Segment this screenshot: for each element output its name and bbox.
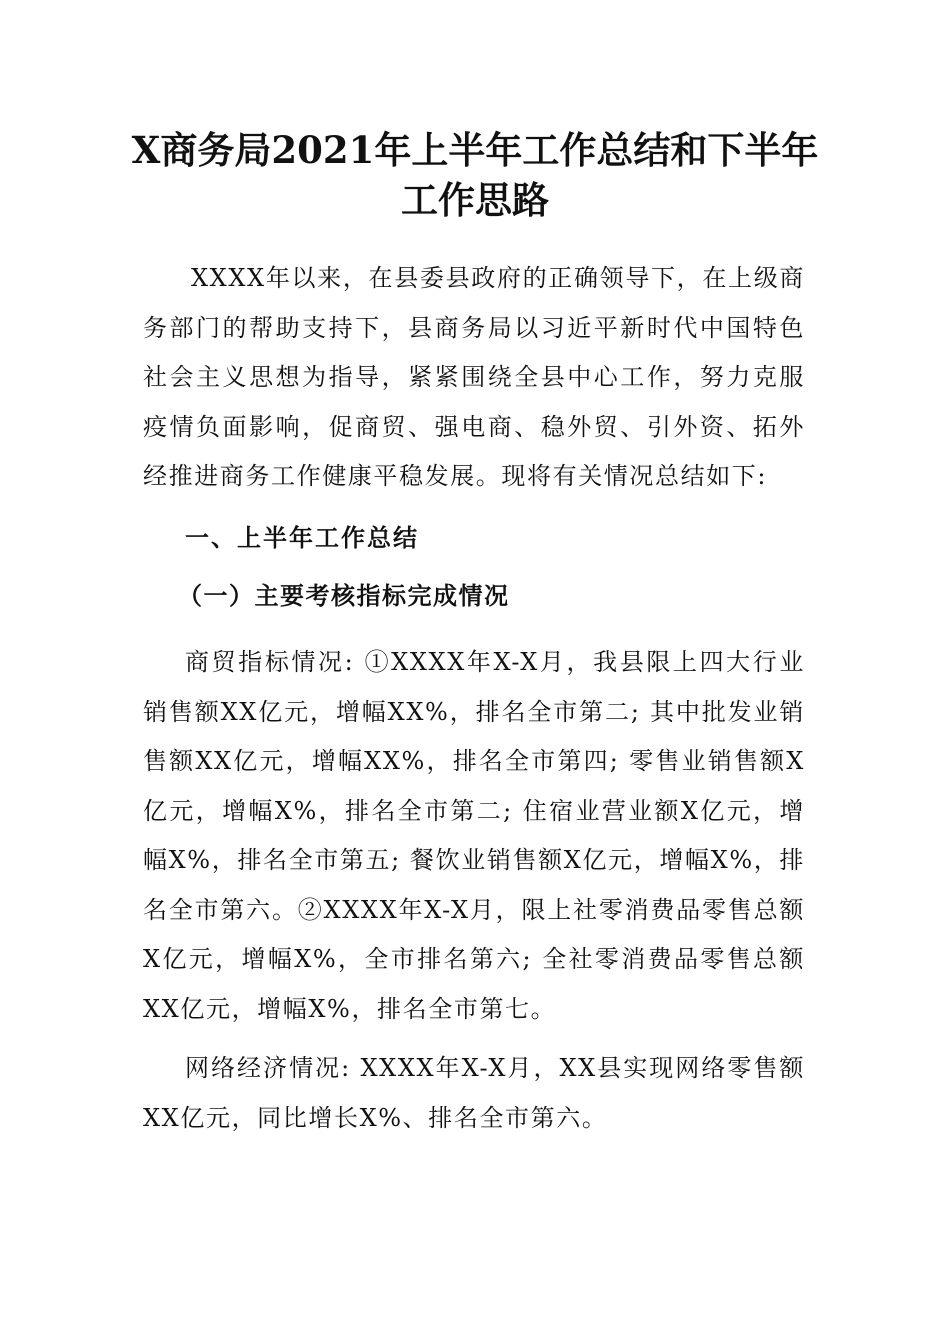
online-economy-paragraph: 网络经济情况: XXXX年X-X月，XX县实现网络零售额XX亿元，同比增长X%、排名全市第六。 [143,1054,805,1132]
section-heading: 一、上半年工作总结 [185,523,419,552]
intro-paragraph: XXXX年以来，在县委县政府的正确领导下，在上级商务部门的帮助支持下，县商务局以习近平新时代中国特色社会主义思想为指导，紧紧围绕全县中心工作，努力克服疫情负面影响，促商贸、强电商、稳外贸、引外资、拓外经推进商务工作健康平稳发展。现将有关情况总结如下: [143,264,805,490]
commerce-indicators-paragraph: 商贸指标情况: ①XXXX年X-X月，我县限上四大行业销售额XX亿元，增幅XX%，排名全市第二; 其中批发业销售额XX亿元，增幅XX%，排名全市第四; 零售业销售额X亿元，增幅X%，排名全市第二; 住宿业营业额X亿元，增幅X%，排名全市第五; 餐饮业销售额X亿元，增幅X%，排名全市第六。②XXXX年X-X月，限上社零消费品零售总额X亿元，增幅X%，全市排名第六; 全社零消费品零售总额XX亿元，增幅X%，排名全市第七。 [143,648,805,1023]
document-title-line-2: 工作思路 [401,178,549,222]
subsection-heading: （一）主要考核指标完成情况 [178,581,510,610]
document-title-line-1: X商务局2021年上半年工作总结和下半年 [131,128,819,172]
